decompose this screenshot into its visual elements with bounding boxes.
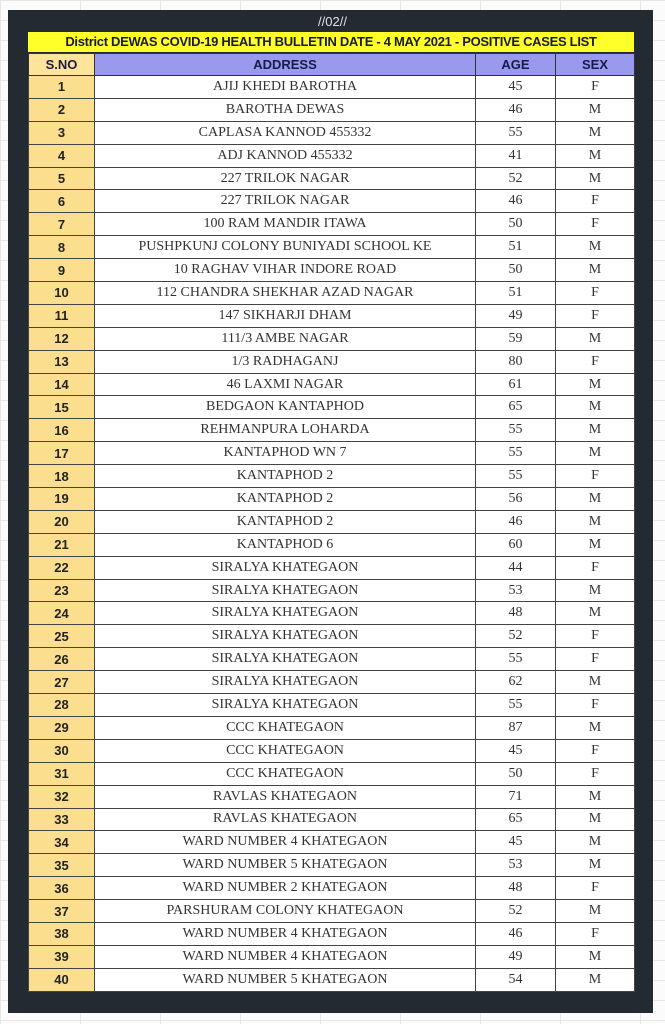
page-number: //02// <box>318 14 347 29</box>
cell-address: AJIJ KHEDI BAROTHA <box>95 76 476 99</box>
header-age: AGE <box>476 54 556 76</box>
cell-sno: 9 <box>29 259 95 282</box>
cell-age: 65 <box>476 396 556 419</box>
cell-sex: F <box>556 877 635 900</box>
cell-age: 60 <box>476 533 556 556</box>
cell-age: 48 <box>476 877 556 900</box>
cell-sex: M <box>556 327 635 350</box>
cell-sex: M <box>556 831 635 854</box>
cell-sex: M <box>556 488 635 511</box>
cell-sno: 37 <box>29 900 95 923</box>
cell-sex: F <box>556 762 635 785</box>
cell-sno: 17 <box>29 442 95 465</box>
cell-age: 53 <box>476 579 556 602</box>
table-row <box>29 854 635 877</box>
cell-sex: M <box>556 442 635 465</box>
table-row <box>29 465 635 488</box>
cell-address: 147 SIKHARJI DHAM <box>95 304 476 327</box>
cases-table <box>28 53 635 992</box>
header-row <box>29 54 635 76</box>
cell-sex: F <box>556 922 635 945</box>
cell-sex: M <box>556 602 635 625</box>
cell-sno: 15 <box>29 396 95 419</box>
cell-sno: 8 <box>29 236 95 259</box>
cell-address: SIRALYA KHATEGAON <box>95 671 476 694</box>
cell-age: 50 <box>476 213 556 236</box>
cell-sex: M <box>556 510 635 533</box>
cell-sno: 35 <box>29 854 95 877</box>
cell-sno: 6 <box>29 190 95 213</box>
cell-sex: M <box>556 396 635 419</box>
cell-sex: M <box>556 259 635 282</box>
table-row <box>29 671 635 694</box>
cell-sex: M <box>556 579 635 602</box>
cell-sno: 22 <box>29 556 95 579</box>
table-row <box>29 442 635 465</box>
cell-age: 50 <box>476 259 556 282</box>
cell-address: 227 TRILOK NAGAR <box>95 167 476 190</box>
table-row <box>29 396 635 419</box>
cell-sex: F <box>556 282 635 305</box>
cell-address: 100 RAM MANDIR ITAWA <box>95 213 476 236</box>
cell-sno: 18 <box>29 465 95 488</box>
table-row <box>29 282 635 305</box>
table-row <box>29 213 635 236</box>
cell-sex: F <box>556 465 635 488</box>
table-row <box>29 785 635 808</box>
cell-age: 53 <box>476 854 556 877</box>
cell-sno: 16 <box>29 419 95 442</box>
cell-sex: M <box>556 854 635 877</box>
cell-sno: 19 <box>29 488 95 511</box>
table-row <box>29 373 635 396</box>
cell-sno: 36 <box>29 877 95 900</box>
table-row <box>29 76 635 99</box>
cell-age: 61 <box>476 373 556 396</box>
cell-sno: 3 <box>29 121 95 144</box>
cell-age: 46 <box>476 510 556 533</box>
cell-sno: 29 <box>29 716 95 739</box>
cell-age: 62 <box>476 671 556 694</box>
cell-address: WARD NUMBER 4 KHATEGAON <box>95 831 476 854</box>
cell-sno: 20 <box>29 510 95 533</box>
cell-age: 55 <box>476 648 556 671</box>
cell-address: SIRALYA KHATEGAON <box>95 625 476 648</box>
cell-address: ADJ KANNOD 455332 <box>95 144 476 167</box>
cell-address: RAVLAS KHATEGAON <box>95 785 476 808</box>
cell-age: 44 <box>476 556 556 579</box>
cell-address: 227 TRILOK NAGAR <box>95 190 476 213</box>
table-row <box>29 968 635 991</box>
table-row <box>29 510 635 533</box>
cell-age: 55 <box>476 419 556 442</box>
cell-sex: M <box>556 945 635 968</box>
cell-address: KANTAPHOD 6 <box>95 533 476 556</box>
cell-address: WARD NUMBER 4 KHATEGAON <box>95 922 476 945</box>
cell-age: 51 <box>476 236 556 259</box>
cell-address: 10 RAGHAV VIHAR INDORE ROAD <box>95 259 476 282</box>
table-row <box>29 533 635 556</box>
cell-sex: M <box>556 968 635 991</box>
cell-address: PARSHURAM COLONY KHATEGAON <box>95 900 476 923</box>
cell-sex: F <box>556 304 635 327</box>
cell-address: WARD NUMBER 5 KHATEGAON <box>95 968 476 991</box>
cell-sex: M <box>556 716 635 739</box>
table-row <box>29 945 635 968</box>
cell-sex: F <box>556 648 635 671</box>
cell-sex: F <box>556 739 635 762</box>
cell-sex: M <box>556 121 635 144</box>
cell-sex: F <box>556 556 635 579</box>
cell-address: KANTAPHOD WN 7 <box>95 442 476 465</box>
cell-age: 87 <box>476 716 556 739</box>
cell-age: 51 <box>476 282 556 305</box>
cell-address: KANTAPHOD 2 <box>95 488 476 511</box>
table-row <box>29 762 635 785</box>
header-sex: SEX <box>556 54 635 76</box>
table-row <box>29 167 635 190</box>
cell-sno: 11 <box>29 304 95 327</box>
cell-sno: 4 <box>29 144 95 167</box>
table-row <box>29 419 635 442</box>
cell-sno: 32 <box>29 785 95 808</box>
table-row <box>29 304 635 327</box>
table-row <box>29 327 635 350</box>
table-row <box>29 121 635 144</box>
cell-sex: M <box>556 900 635 923</box>
cell-age: 45 <box>476 76 556 99</box>
cell-sno: 39 <box>29 945 95 968</box>
cell-sno: 2 <box>29 98 95 121</box>
cell-address: WARD NUMBER 4 KHATEGAON <box>95 945 476 968</box>
cell-sex: M <box>556 167 635 190</box>
cell-sno: 12 <box>29 327 95 350</box>
cell-sno: 5 <box>29 167 95 190</box>
cell-sno: 27 <box>29 671 95 694</box>
cell-age: 49 <box>476 945 556 968</box>
table-row <box>29 98 635 121</box>
table-row <box>29 488 635 511</box>
cell-age: 49 <box>476 304 556 327</box>
cell-sno: 34 <box>29 831 95 854</box>
cell-age: 56 <box>476 488 556 511</box>
cell-age: 41 <box>476 144 556 167</box>
cell-address: BAROTHA DEWAS <box>95 98 476 121</box>
table-row <box>29 808 635 831</box>
table-row <box>29 259 635 282</box>
cell-sex: F <box>556 76 635 99</box>
cell-address: KANTAPHOD 2 <box>95 510 476 533</box>
table-row <box>29 602 635 625</box>
cell-age: 52 <box>476 625 556 648</box>
cell-address: REHMANPURA LOHARDA <box>95 419 476 442</box>
cell-address: 1/3 RADHAGANJ <box>95 350 476 373</box>
cell-age: 52 <box>476 167 556 190</box>
bulletin-title: District DEWAS COVID-19 HEALTH BULLETIN DATE - 4 MAY 2021 - POSITIVE CASES LIST <box>28 32 634 52</box>
cell-sex: M <box>556 144 635 167</box>
cell-sno: 30 <box>29 739 95 762</box>
cell-sex: F <box>556 625 635 648</box>
cell-age: 46 <box>476 190 556 213</box>
cell-sno: 23 <box>29 579 95 602</box>
cell-age: 52 <box>476 900 556 923</box>
cell-age: 54 <box>476 968 556 991</box>
cell-address: RAVLAS KHATEGAON <box>95 808 476 831</box>
cell-address: SIRALYA KHATEGAON <box>95 556 476 579</box>
cell-address: CCC KHATEGAON <box>95 716 476 739</box>
cell-address: SIRALYA KHATEGAON <box>95 694 476 717</box>
table-row <box>29 625 635 648</box>
table-row <box>29 190 635 213</box>
cell-address: WARD NUMBER 2 KHATEGAON <box>95 877 476 900</box>
cell-sno: 1 <box>29 76 95 99</box>
cell-age: 55 <box>476 694 556 717</box>
cell-sno: 10 <box>29 282 95 305</box>
cell-sex: M <box>556 671 635 694</box>
cell-sno: 38 <box>29 922 95 945</box>
table-row <box>29 739 635 762</box>
cell-sex: M <box>556 785 635 808</box>
cell-age: 46 <box>476 98 556 121</box>
cell-address: SIRALYA KHATEGAON <box>95 602 476 625</box>
cell-address: CCC KHATEGAON <box>95 739 476 762</box>
header-sno: S.NO <box>29 54 95 76</box>
table-row <box>29 877 635 900</box>
cell-age: 59 <box>476 327 556 350</box>
cell-sno: 13 <box>29 350 95 373</box>
table-row <box>29 236 635 259</box>
cell-age: 71 <box>476 785 556 808</box>
cell-sex: M <box>556 236 635 259</box>
cell-address: WARD NUMBER 5 KHATEGAON <box>95 854 476 877</box>
header-address: ADDRESS <box>95 54 476 76</box>
cell-age: 55 <box>476 121 556 144</box>
table-row <box>29 694 635 717</box>
cell-sno: 14 <box>29 373 95 396</box>
table-row <box>29 922 635 945</box>
cell-sno: 25 <box>29 625 95 648</box>
table-row <box>29 350 635 373</box>
cell-age: 55 <box>476 442 556 465</box>
cell-age: 45 <box>476 831 556 854</box>
cell-age: 45 <box>476 739 556 762</box>
cell-address: SIRALYA KHATEGAON <box>95 579 476 602</box>
cell-age: 48 <box>476 602 556 625</box>
cell-address: CCC KHATEGAON <box>95 762 476 785</box>
cell-sex: M <box>556 533 635 556</box>
table-row <box>29 648 635 671</box>
cell-sex: M <box>556 373 635 396</box>
table-row <box>29 144 635 167</box>
cell-age: 50 <box>476 762 556 785</box>
cell-sex: M <box>556 98 635 121</box>
cell-sex: F <box>556 190 635 213</box>
cell-address: BEDGAON KANTAPHOD <box>95 396 476 419</box>
cell-sno: 31 <box>29 762 95 785</box>
table-row <box>29 556 635 579</box>
cell-address: 112 CHANDRA SHEKHAR AZAD NAGAR <box>95 282 476 305</box>
cell-age: 46 <box>476 922 556 945</box>
table-row <box>29 579 635 602</box>
cell-address: KANTAPHOD 2 <box>95 465 476 488</box>
table-row <box>29 831 635 854</box>
cell-sex: M <box>556 419 635 442</box>
cell-address: 111/3 AMBE NAGAR <box>95 327 476 350</box>
cell-sno: 33 <box>29 808 95 831</box>
cell-age: 80 <box>476 350 556 373</box>
cell-address: 46 LAXMI NAGAR <box>95 373 476 396</box>
cell-address: CAPLASA KANNOD 455332 <box>95 121 476 144</box>
table-row <box>29 716 635 739</box>
table-row <box>29 900 635 923</box>
cell-sex: F <box>556 213 635 236</box>
cell-sex: M <box>556 808 635 831</box>
cell-age: 55 <box>476 465 556 488</box>
cell-sno: 7 <box>29 213 95 236</box>
cell-age: 65 <box>476 808 556 831</box>
cell-sex: F <box>556 694 635 717</box>
cell-sex: F <box>556 350 635 373</box>
cell-sno: 26 <box>29 648 95 671</box>
cell-sno: 21 <box>29 533 95 556</box>
cell-sno: 40 <box>29 968 95 991</box>
cell-address: PUSHPKUNJ COLONY BUNIYADI SCHOOL KE <box>95 236 476 259</box>
cell-sno: 28 <box>29 694 95 717</box>
cell-address: SIRALYA KHATEGAON <box>95 648 476 671</box>
cell-sno: 24 <box>29 602 95 625</box>
